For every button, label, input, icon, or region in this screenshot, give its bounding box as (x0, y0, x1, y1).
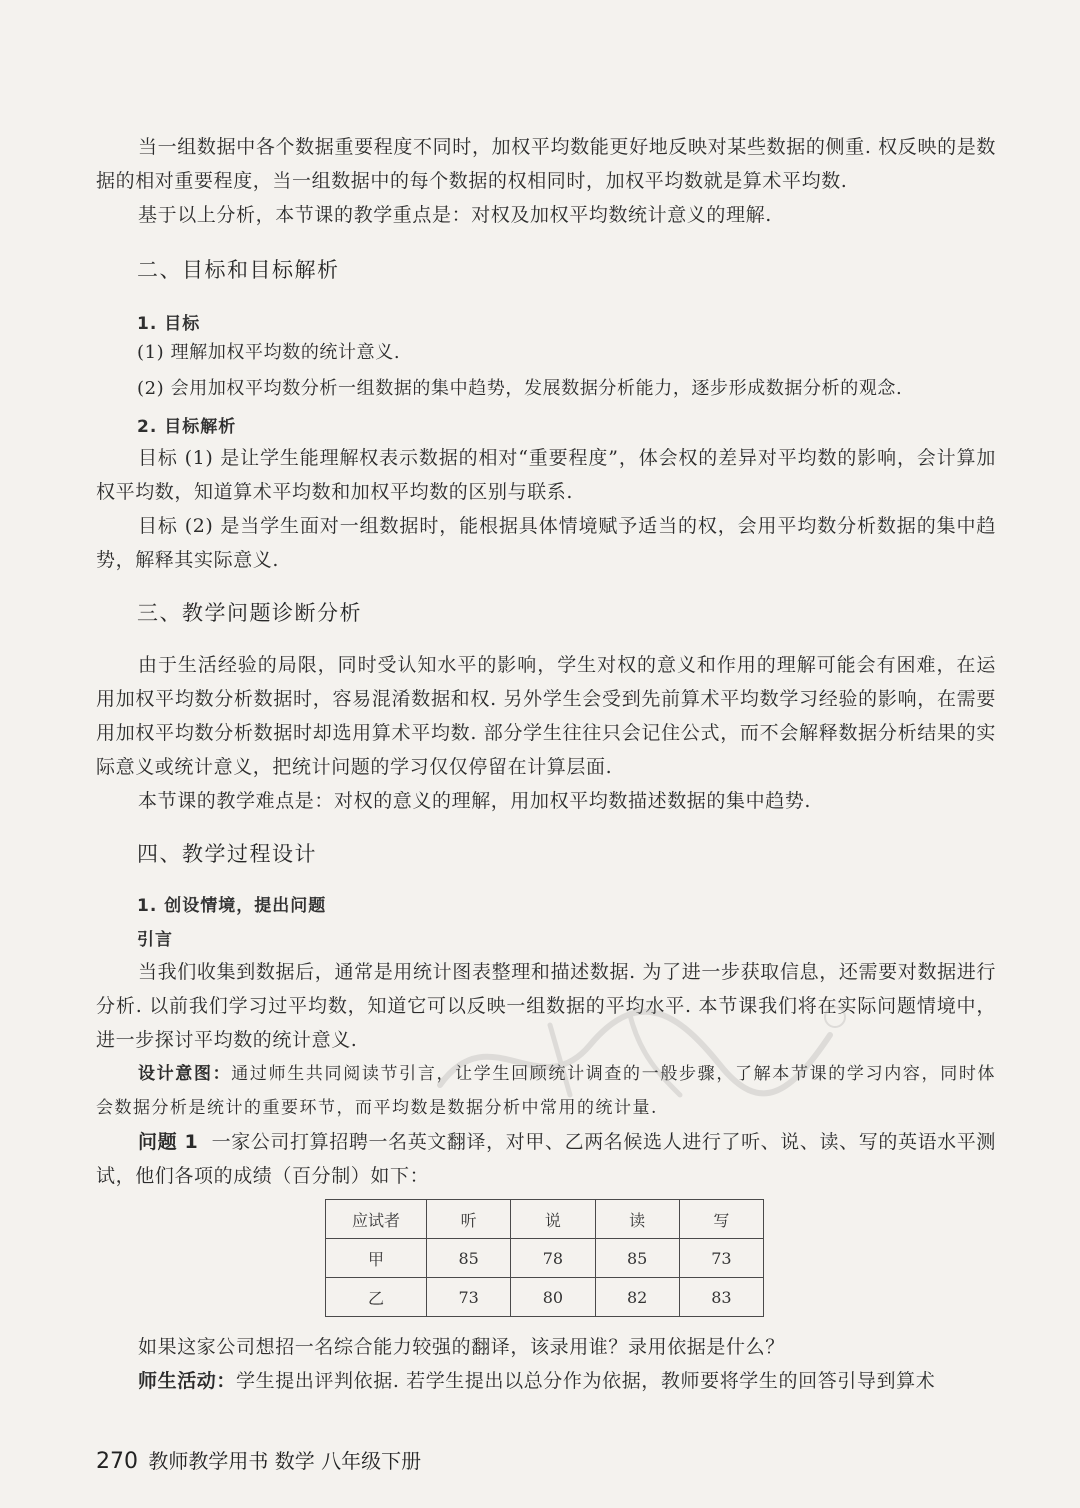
section-heading-diagnosis: 三、教学问题诊断分析 (137, 601, 362, 625)
table-row (326, 1278, 764, 1317)
table-cell: 85 (595, 1239, 679, 1278)
question-1-followup: 如果这家公司想招一名综合能力较强的翻译，该录用谁？录用依据是什么？ (138, 1336, 785, 1358)
design-intent-text: 通过师生共同阅读节引言，让学生回顾统计调查的一般步骤，了解本节课的学习内容，同时体会数据分析是统计的重要环节，而平均数是数据分析中常用的统计量. (96, 1064, 997, 1118)
table-cell: 78 (511, 1239, 595, 1278)
activity-label: 师生活动： (138, 1370, 237, 1392)
intro-paragraph-1: 当一组数据中各个数据重要程度不同时，加权平均数能更好地反映对某些数据的侧重. 权反映的是数据的相对重要程度，当一组数据中的每个数据的权相同时，加权平均数就是算术平均数. (96, 136, 996, 192)
diagnosis-paragraph-2: 本节课的教学难点是：对权的意义的理解，用加权平均数描述数据的集中趋势. (138, 790, 812, 812)
table-row (326, 1239, 764, 1278)
table-cell: 82 (595, 1278, 679, 1317)
table-header-cell: 读 (595, 1200, 679, 1239)
intro-paragraph-2: 基于以上分析，本节课的教学重点是：对权及加权平均数统计意义的理解. (138, 204, 772, 226)
goal-analysis-2: 目标 (2) 是当学生面对一组数据时，能根据具体情境赋予适当的权，会用平均数分析数据的集中趋势，解释其实际意义. (96, 515, 996, 571)
intro-text: 当我们收集到数据后，通常是用统计图表整理和描述数据. 为了进一步获取信息，还需要对数据进行分析. 以前我们学习过平均数，知道它可以反映一组数据的平均水平. 本节课我们将在实际问题情境中，进一步探讨平均数的统计意义. (96, 961, 996, 1051)
section-heading-goals: 二、目标和目标解析 (137, 258, 340, 282)
table-cell: 85 (427, 1239, 511, 1278)
book-title: 教师教学用书 数学 八年级下册 (148, 1449, 422, 1473)
table-cell: 73 (679, 1239, 763, 1278)
table-header-cell: 写 (679, 1200, 763, 1239)
table-cell: 乙 (326, 1278, 427, 1317)
question-1-label: 问题 1 (138, 1131, 199, 1153)
table-cell: 73 (427, 1278, 511, 1317)
section-heading-process: 四、教学过程设计 (137, 842, 317, 866)
diagnosis-paragraph-1: 由于生活经验的局限，同时受认知水平的影响，学生对权的意义和作用的理解可能会有困难，在运用加权平均数分析数据时，容易混淆数据和权. 另外学生会受到先前算术平均数学习经验的影响，在需要用加权平均数分析数据时却选用算术平均数. 部分学生往往只会记住公式，而不会解释数据分析结果的实际意义或统计意义，把统计问题的学习仅仅停留在计算层面. (96, 654, 996, 778)
goal-analysis-section (96, 441, 996, 577)
subheading-goals: 1. 目标 (137, 314, 201, 334)
goal-item-2: (2) 会用加权平均数分析一组数据的集中趋势，发展数据分析能力，逐步形成数据分析的观念. (137, 378, 903, 399)
design-intent-label: 设计意图： (138, 1064, 232, 1084)
table-cell: 83 (679, 1278, 763, 1317)
table-header-cell: 应试者 (326, 1200, 427, 1239)
teacher-student-activity (96, 1364, 996, 1398)
table-cell: 80 (511, 1278, 595, 1317)
activity-text: 学生提出评判依据. 若学生提出以总分作为依据，教师要将学生的回答引导到算术 (236, 1370, 936, 1392)
intro-label: 引言 (137, 930, 173, 950)
page-footer (96, 1445, 421, 1474)
table-header-cell: 说 (511, 1200, 595, 1239)
table-cell: 甲 (326, 1239, 427, 1278)
subheading-create-situation: 1. 创设情境，提出问题 (137, 896, 327, 916)
goal-analysis-1: 目标 (1) 是让学生能理解权表示数据的相对“重要程度”，体会权的差异对平均数的影响，会计算加权平均数，知道算术平均数和加权平均数的区别与联系. (96, 447, 996, 503)
subheading-goal-analysis: 2. 目标解析 (137, 417, 237, 437)
score-table (325, 1199, 764, 1317)
diagnosis-section (96, 648, 996, 818)
goal-item-1: (1) 理解加权平均数的统计意义. (137, 342, 401, 363)
publisher-watermark (430, 995, 850, 1115)
table-header-row (326, 1200, 764, 1239)
question-1-text: 一家公司打算招聘一名英文翻译，对甲、乙两名候选人进行了听、说、读、写的英语水平测试，他们各项的成绩（百分制）如下： (96, 1131, 996, 1187)
page-number: 270 (96, 1449, 138, 1474)
table-header-cell: 听 (427, 1200, 511, 1239)
question-1 (96, 1125, 996, 1193)
intro-section (96, 130, 996, 232)
question-followup-section (96, 1330, 996, 1398)
